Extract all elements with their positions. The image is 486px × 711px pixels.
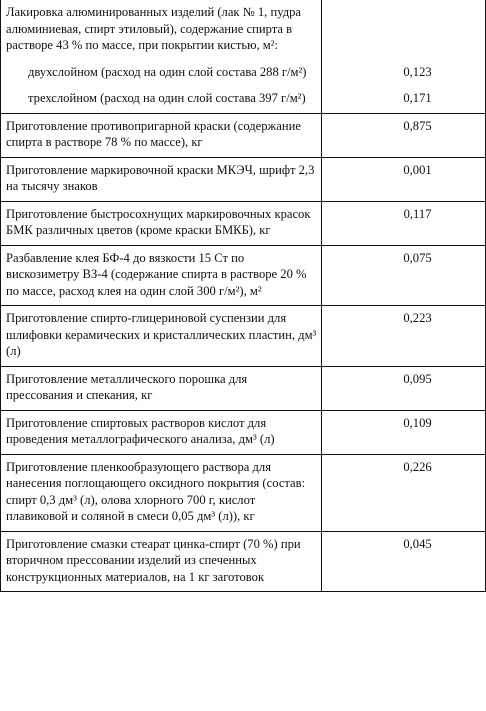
row-value: 0,109 (403, 415, 432, 430)
table-row (1, 366, 486, 410)
table-row (1, 0, 486, 60)
row-text: трехслойном (расход на один слой состава 397 г/м²) (28, 91, 306, 105)
row-value: 0,117 (403, 206, 432, 221)
row-value-cell (322, 410, 486, 454)
row-value: 0,095 (403, 371, 432, 386)
row-value-cell (322, 201, 486, 245)
row-value: 0,226 (403, 459, 432, 474)
row-value-cell (322, 113, 486, 157)
row-value: 0,045 (403, 536, 432, 551)
row-description (1, 410, 322, 454)
row-text: Приготовление спиртовых растворов кислот для проведения металлографического анализа, дм³ (л) (6, 415, 275, 446)
row-description (1, 113, 322, 157)
row-description (1, 366, 322, 410)
row-description (1, 454, 322, 531)
row-value-cell (322, 366, 486, 410)
row-value: 0,171 (403, 91, 432, 105)
table-row (1, 245, 486, 306)
row-text: Приготовление быстросохнущих маркировочных красок БМК различных цветов (кроме краски БМКБ), кг (6, 206, 311, 237)
row-value: 0,875 (403, 118, 432, 133)
table-row (1, 410, 486, 454)
row-value: 0,075 (403, 250, 432, 265)
row-text: Приготовление смазки стеарат цинка-спирт (70 %) при вторичном прессовании изделий из спеченных конструкционных материалов, на 1 кг заготовок (6, 536, 301, 584)
table-row (1, 157, 486, 201)
row-description (1, 86, 322, 113)
row-text: Разбавление клея БФ-4 до вязкости 15 Ст по вискозиметру ВЗ-4 (содержание спирта в растворе 20 % по массе, расход клея на один слой 300 г/м²), м² (6, 250, 307, 298)
table-row (1, 306, 486, 367)
table-row (1, 531, 486, 592)
row-description (1, 60, 322, 87)
row-description (1, 157, 322, 201)
row-text: Приготовление металлического порошка для прессования и спекания, кг (6, 371, 248, 402)
row-text: двухслойном (расход на один слой состава 288 г/м²) (28, 64, 307, 79)
row-value: 0,001 (403, 162, 432, 177)
row-value-cell (322, 454, 486, 531)
row-description (1, 306, 322, 367)
row-value (322, 0, 485, 4)
row-text: Лакировка алюминированных изделий (лак № 1, пудра алюминиевая, спирт этиловый), содержание спирта в растворе 43 % по массе, при покрытии кистью, м²: (6, 5, 301, 52)
row-value-cell (322, 157, 486, 201)
row-value: 0,223 (403, 311, 432, 325)
table-row (1, 201, 486, 245)
row-value: 0,123 (403, 64, 432, 79)
row-text: Приготовление пленкообразующего раствора для нанесения поглощающего оксидного покрытия (состав: спирт 0,3 дм³ (л), олова хлорного 700 г, кислот плавиковой и соляной в смеси 0,05 дм³ (л)), кг (6, 459, 306, 523)
row-text: Приготовление спирто-глицериновой суспензии для шлифовки керамических и кристаллических пластин, дм³ (л) (6, 311, 317, 358)
row-value-cell (322, 60, 486, 87)
row-description (1, 245, 322, 306)
row-text: Приготовление маркировочной краски МКЭЧ, шрифт 2,3 на тысячу знаков (6, 162, 315, 193)
table-row (1, 60, 486, 87)
table-row (1, 113, 486, 157)
row-description (1, 531, 322, 592)
row-description (1, 201, 322, 245)
table-row (1, 86, 486, 113)
row-value-cell (322, 245, 486, 306)
row-text: Приготовление противопригарной краски (содержание спирта в растворе 78 % по массе), кг (6, 118, 301, 149)
row-value-cell (322, 306, 486, 367)
row-value-cell (322, 0, 486, 60)
row-value-cell (322, 531, 486, 592)
table-row (1, 454, 486, 531)
row-description (1, 0, 322, 60)
row-value-cell (322, 86, 486, 113)
